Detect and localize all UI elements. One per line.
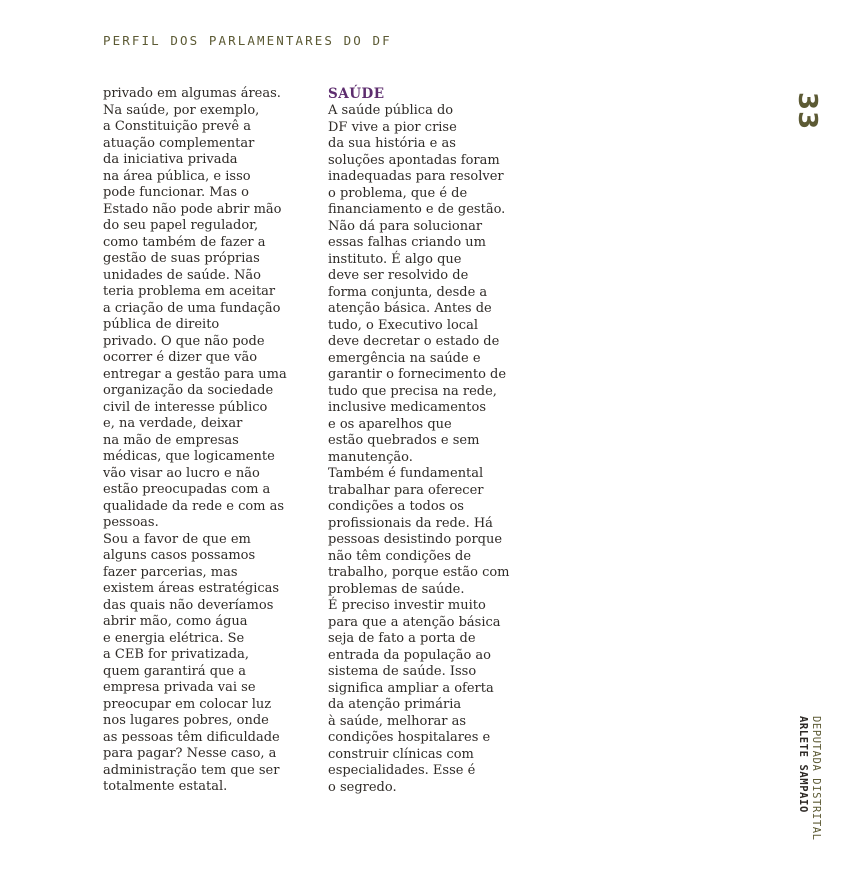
text-column-left — [103, 86, 318, 796]
paragraph: Sou a favor de que em alguns casos possamos fazer parcerias, mas existem áreas estratégicas das quais não deveríamos abrir mão, como água e energia elétrica. Se a CEB for privatizada, quem garantirá que a empresa privada vai se preocupar em colocar luz nos lugares pobres, onde as pessoas têm dificuldade para pagar? Nesse caso, a administração tem que ser totalmente estatal. — [103, 531, 280, 794]
section-title: SAÚDE — [328, 86, 385, 102]
paragraph: É preciso investir muito para que a atenção básica seja de fato a porta de entrada da população ao sistema de saúde. Isso significa ampliar a oferta da atenção primária à saúde, melhorar as condições hospitalares e construir clínicas com especialidades. Esse é o segredo. — [328, 598, 501, 795]
side-label-role: DEPUTADA DISTRITAL — [810, 716, 822, 841]
paragraph: Também é fundamental trabalhar para oferecer condições a todos os profissionais da rede. Há pessoas desistindo porque não têm condições de trabalho, porque estão com problemas de saúde. — [328, 466, 510, 597]
paragraph: privado em algumas áreas. Na saúde, por exemplo, a Constituição prevê a atuação complementar da iniciativa privada na área pública, e isso pode funcionar. Mas o Estado não pode abrir mão do seu papel regulador, como também de fazer a gestão de suas próprias unidades de saúde. Não teria problema em aceitar a criação de uma fundação pública de direito privado. O que não pode ocorrer é dizer que vão entregar a gestão para uma organização da sociedade civil de interesse público e, na verdade, deixar na mão de empresas médicas, que logicamente vão visar ao lucro e não estão preocupadas com a qualidade da rede e com as pessoas. — [103, 86, 287, 530]
text-column-right — [328, 86, 543, 796]
side-label-name: ARLETE SAMPAIO — [797, 716, 809, 813]
side-label — [796, 716, 822, 841]
paragraph: A saúde pública do DF vive a pior crise da sua história e as soluções apontadas foram inadequadas para resolver o problema, que é de financiamento e de gestão. Não dá para solucionar essas falhas criando um instituto. É algo que deve ser resolvido de forma conjunta, desde a atenção básica. Antes de tudo, o Executivo local deve decretar o estado de emergência na saúde e garantir o fornecimento de tudo que precisa na rede, inclusive medicamentos e os aparelhos que estão quebrados e sem manutenção. — [328, 103, 507, 465]
page-number: 33 — [792, 92, 822, 131]
running-header: PERFIL DOS PARLAMENTARES DO DF — [103, 33, 392, 48]
